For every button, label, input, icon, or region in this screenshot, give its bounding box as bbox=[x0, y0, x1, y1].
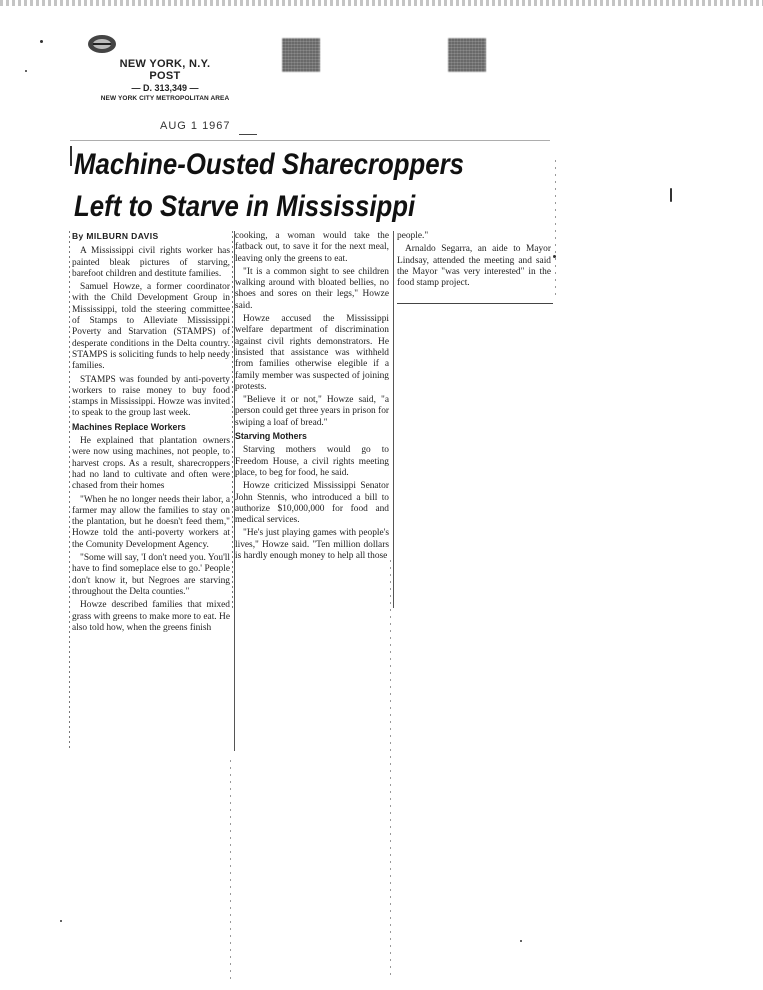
scan-artifact-top bbox=[0, 0, 763, 6]
scan-noise bbox=[555, 160, 556, 300]
masthead bbox=[80, 58, 250, 103]
article-column-1 bbox=[72, 231, 235, 751]
scan-noise bbox=[230, 760, 231, 980]
paragraph: "When he no longer needs their labor, a farmer may allow the families to stay on the plantation, but he doesn't feed them," Howze told the anti-poverty workers at the Comunity Development Agency. bbox=[72, 494, 230, 550]
punch-hole-mark bbox=[448, 38, 486, 72]
paragraph: Arnaldo Segarra, an aide to Mayor Lindsay, attended the meeting and said the Mayor "was very interested" in the food stamp project. bbox=[397, 244, 551, 289]
scan-speck bbox=[25, 70, 27, 72]
paragraph: Howze described families that mixed grass with greens to make more to eat. He also told how, when the greens finish bbox=[72, 600, 230, 633]
clipping-edge bbox=[70, 146, 72, 166]
paragraph: STAMPS was founded by anti-poverty workers to raise money to buy food stamps in Mississippi. Howze was invited to speak to the group last week. bbox=[72, 374, 230, 419]
column-end-rule bbox=[397, 303, 553, 304]
paragraph: Howze criticized Mississippi Senator John Stennis, who introduced a bill to authorize $10,000,000 for food and medical services. bbox=[235, 481, 389, 526]
paragraph: He explained that plantation owners were now using machines, not people, to harvest crops. As a result, sharecroppers had no land to cultivate and often were chased from their homes bbox=[72, 436, 230, 492]
scan-speck bbox=[40, 40, 43, 43]
scan-speck bbox=[520, 940, 522, 942]
paragraph: cooking, a woman would take the fatback out, to save it for the next meal, leaving only the greens to eat. bbox=[235, 231, 389, 264]
paragraph: "Believe it or not," Howze said, "a person could get three years in prison for swiping a loaf of bread." bbox=[235, 395, 389, 428]
paragraph: "It is a common sight to see children walking around with bloated bellies, no shoes and sores on their legs," Howze said. bbox=[235, 266, 389, 311]
paragraph: people." bbox=[397, 231, 429, 241]
article-column-3 bbox=[397, 231, 551, 291]
scan-speck bbox=[60, 920, 62, 922]
headline-line-1: Machine-Ousted Sharecroppers bbox=[74, 148, 464, 181]
byline: By MILBURN DAVIS bbox=[72, 231, 159, 241]
article-column-2 bbox=[235, 231, 394, 608]
paragraph: "Some will say, 'I don't need you. You'll have to find someplace else to go.' People don't know it, but Negroes are starving throughout the Delta counties." bbox=[72, 553, 230, 597]
clipping-edge bbox=[70, 140, 550, 141]
newspaper-name: POST bbox=[149, 70, 181, 82]
scan-speck bbox=[553, 255, 556, 258]
clipping-date: AUG 1 1967 bbox=[160, 120, 231, 132]
circulation: — D. 313,349 — bbox=[131, 83, 199, 93]
date-rule bbox=[239, 134, 257, 135]
subhead: Starving Mothers bbox=[235, 431, 307, 442]
newspaper-city: NEW YORK, N.Y. bbox=[119, 58, 211, 70]
newspaper-logo-icon bbox=[87, 34, 117, 54]
paragraph: A Mississippi civil rights worker has painted bleak pictures of starving, barefoot children and destitute families. bbox=[72, 246, 230, 279]
paragraph: Samuel Howze, a former coordinator with the Child Development Group in Mississippi, told the steering committee of Stamps to Alleviate Mississippi Poverty and Starvation (STAMPS) of desperate conditions in the Delta country. STAMPS is soliciting funds to help needy families. bbox=[72, 282, 230, 372]
scan-noise bbox=[390, 560, 391, 980]
paragraph: Howze accused the Mississippi welfare department of discrimination against civil rights demonstrators. He insisted that assistance was withheld from families otherwise elegible if a family member was suspected of joining protests. bbox=[235, 314, 389, 392]
scan-speck bbox=[670, 188, 672, 202]
subhead: Machines Replace Workers bbox=[72, 421, 186, 432]
headline-line-2: Left to Starve in Mississippi bbox=[74, 190, 416, 223]
paragraph: "He's just playing games with people's lives," Howze said. "Ten million dollars is hardly enough money to help all those bbox=[235, 528, 389, 562]
paragraph: Starving mothers would go to Freedom House, a civil rights meeting place, to beg for food, he said. bbox=[235, 445, 389, 478]
punch-hole-mark bbox=[282, 38, 320, 72]
coverage-area: NEW YORK CITY METROPOLITAN AREA bbox=[100, 95, 230, 102]
